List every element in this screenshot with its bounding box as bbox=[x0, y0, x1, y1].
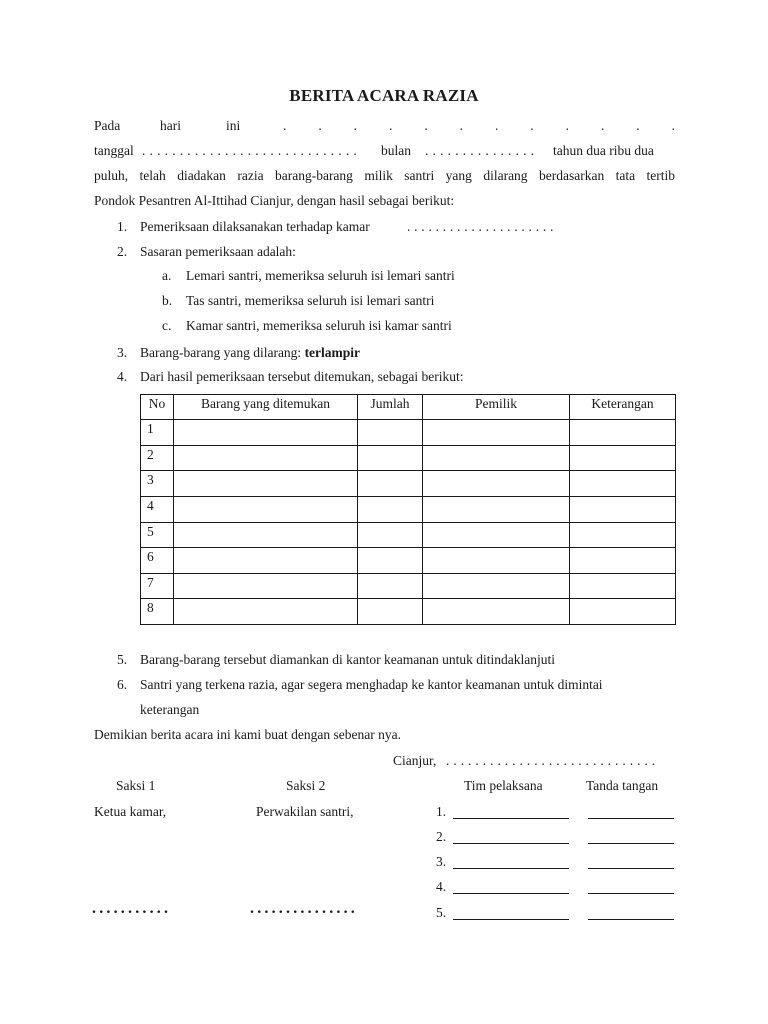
tim-row-5-name-line bbox=[453, 919, 569, 920]
intro-date-dots: . . . . . . . . . . . . . . . . . . . . . . . . . . . . . bbox=[142, 143, 358, 158]
saksi-2-signature-dots: ............... bbox=[250, 900, 358, 917]
item-4-number: 4. bbox=[117, 369, 128, 384]
tim-row-2-name-line bbox=[453, 843, 569, 844]
cell-keterangan bbox=[570, 522, 676, 548]
intro-day-dots: . . . . . . . . . . . . bbox=[283, 118, 675, 133]
table-row bbox=[141, 471, 676, 497]
cell-keterangan bbox=[570, 420, 676, 446]
tim-row-1-number: 1. bbox=[436, 804, 447, 819]
row-number: 3 bbox=[141, 471, 174, 497]
row-number: 1 bbox=[141, 420, 174, 446]
tanda-tangan-heading: Tanda tangan bbox=[586, 778, 659, 793]
cell-jumlah bbox=[358, 445, 423, 471]
cell-jumlah bbox=[358, 496, 423, 522]
cell-barang bbox=[174, 420, 358, 446]
item-1-number: 1. bbox=[117, 219, 128, 234]
item-3-text bbox=[140, 345, 360, 361]
cell-barang bbox=[174, 445, 358, 471]
found-items-table bbox=[140, 394, 676, 625]
cell-jumlah bbox=[358, 548, 423, 574]
cell-keterangan bbox=[570, 599, 676, 625]
document-title: BERITA ACARA RAZIA bbox=[289, 86, 479, 105]
tim-row-2-signature-line bbox=[588, 843, 674, 844]
item-2-number: 2. bbox=[117, 244, 128, 259]
item-6-number: 6. bbox=[117, 677, 128, 692]
item-2-text: Sasaran pemeriksaan adalah: bbox=[140, 244, 296, 259]
cell-pemilik bbox=[423, 471, 570, 497]
saksi-1-signature-dots: ........... bbox=[92, 900, 172, 917]
sub-item-b-text: Tas santri, memeriksa seluruh isi lemari santri bbox=[186, 293, 435, 308]
col-header-no: No bbox=[141, 395, 174, 420]
row-number: 5 bbox=[141, 522, 174, 548]
row-number: 2 bbox=[141, 445, 174, 471]
intro-word-hari: hari bbox=[160, 118, 181, 133]
item-6-text-cont: keterangan bbox=[140, 702, 200, 717]
item-3-label: Barang-barang yang dilarang: bbox=[140, 345, 302, 360]
intro-line-4: Pondok Pesantren Al-Ittihad Cianjur, dengan hasil sebagai berikut: bbox=[94, 193, 455, 208]
perwakilan-santri-label: Perwakilan santri, bbox=[256, 804, 354, 819]
table-row bbox=[141, 420, 676, 446]
cell-jumlah bbox=[358, 471, 423, 497]
cell-pemilik bbox=[423, 496, 570, 522]
table-row bbox=[141, 445, 676, 471]
table-row bbox=[141, 548, 676, 574]
cell-barang bbox=[174, 599, 358, 625]
col-header-pemilik: Pemilik bbox=[423, 395, 570, 420]
cell-pemilik bbox=[423, 445, 570, 471]
tim-row-4-signature-line bbox=[588, 893, 674, 894]
saksi-2-heading: Saksi 2 bbox=[286, 778, 326, 793]
item-3-number: 3. bbox=[117, 345, 128, 360]
cell-pemilik bbox=[423, 548, 570, 574]
cell-keterangan bbox=[570, 471, 676, 497]
item-1-text: Pemeriksaan dilaksanakan terhadap kamar bbox=[140, 219, 370, 234]
cell-barang bbox=[174, 548, 358, 574]
tim-row-2-number: 2. bbox=[436, 829, 447, 844]
table-row bbox=[141, 522, 676, 548]
intro-word-ini: ini bbox=[226, 118, 241, 133]
tim-row-1-name-line bbox=[453, 818, 569, 819]
cell-barang bbox=[174, 471, 358, 497]
item-6-text: Santri yang terkena razia, agar segera menghadap ke kantor keamanan untuk dimintai bbox=[140, 677, 603, 692]
place-date-dots: . . . . . . . . . . . . . . . . . . . . . . . . . . . . . bbox=[446, 753, 656, 768]
sub-item-a-letter: a. bbox=[162, 268, 172, 283]
sub-item-c-text: Kamar santri, memeriksa seluruh isi kamar santri bbox=[186, 318, 452, 333]
cell-jumlah bbox=[358, 522, 423, 548]
place-label: Cianjur, bbox=[393, 753, 437, 768]
item-4-text: Dari hasil pemeriksaan tersebut ditemukan, sebagai berikut: bbox=[140, 369, 464, 384]
intro-month-dots: . . . . . . . . . . . . . . . bbox=[425, 143, 535, 158]
intro-line-3: puluh, telah diadakan razia barang-barang milik santri yang dilarang berdasarkan tata tertib bbox=[94, 168, 675, 183]
cell-jumlah bbox=[358, 420, 423, 446]
closing-statement: Demikian berita acara ini kami buat dengan sebenar nya. bbox=[94, 727, 401, 742]
cell-pemilik bbox=[423, 599, 570, 625]
row-number: 4 bbox=[141, 496, 174, 522]
intro-word-pada: Pada bbox=[94, 118, 121, 133]
col-header-keterangan: Keterangan bbox=[570, 395, 676, 420]
intro-bulan-label: bulan bbox=[381, 143, 411, 158]
table-row bbox=[141, 573, 676, 599]
cell-pemilik bbox=[423, 573, 570, 599]
tim-row-1-signature-line bbox=[588, 818, 674, 819]
item-3-bold-value: terlampir bbox=[304, 345, 361, 360]
cell-jumlah bbox=[358, 573, 423, 599]
saksi-1-heading: Saksi 1 bbox=[116, 778, 156, 793]
cell-pemilik bbox=[423, 522, 570, 548]
cell-keterangan bbox=[570, 573, 676, 599]
cell-keterangan bbox=[570, 445, 676, 471]
tim-row-3-name-line bbox=[453, 868, 569, 869]
tim-pelaksana-heading: Tim pelaksana bbox=[464, 778, 543, 793]
tim-row-3-number: 3. bbox=[436, 854, 447, 869]
item-5-text: Barang-barang tersebut diamankan di kantor keamanan untuk ditindaklanjuti bbox=[140, 652, 555, 667]
sub-item-b-letter: b. bbox=[162, 293, 173, 308]
cell-keterangan bbox=[570, 548, 676, 574]
item-5-number: 5. bbox=[117, 652, 128, 667]
intro-tanggal-label: tanggal bbox=[94, 143, 134, 158]
row-number: 7 bbox=[141, 573, 174, 599]
tim-row-3-signature-line bbox=[588, 868, 674, 869]
cell-barang bbox=[174, 496, 358, 522]
tim-row-4-name-line bbox=[453, 893, 569, 894]
row-number: 8 bbox=[141, 599, 174, 625]
item-1-dots: . . . . . . . . . . . . . . . . . . . . . bbox=[407, 219, 554, 234]
ketua-kamar-label: Ketua kamar, bbox=[94, 804, 167, 819]
cell-barang bbox=[174, 522, 358, 548]
cell-barang bbox=[174, 573, 358, 599]
col-header-jumlah: Jumlah bbox=[358, 395, 423, 420]
table-row bbox=[141, 496, 676, 522]
cell-pemilik bbox=[423, 420, 570, 446]
col-header-barang: Barang yang ditemukan bbox=[174, 395, 358, 420]
tim-row-5-signature-line bbox=[588, 919, 674, 920]
tim-row-5-number: 5. bbox=[436, 905, 447, 920]
cell-jumlah bbox=[358, 599, 423, 625]
sub-item-a-text: Lemari santri, memeriksa seluruh isi lemari santri bbox=[186, 268, 455, 283]
cell-keterangan bbox=[570, 496, 676, 522]
intro-tahun-text: tahun dua ribu dua bbox=[553, 143, 654, 158]
sub-item-c-letter: c. bbox=[162, 318, 172, 333]
row-number: 6 bbox=[141, 548, 174, 574]
table-row bbox=[141, 599, 676, 625]
tim-row-4-number: 4. bbox=[436, 879, 447, 894]
table-header-row bbox=[141, 395, 676, 420]
